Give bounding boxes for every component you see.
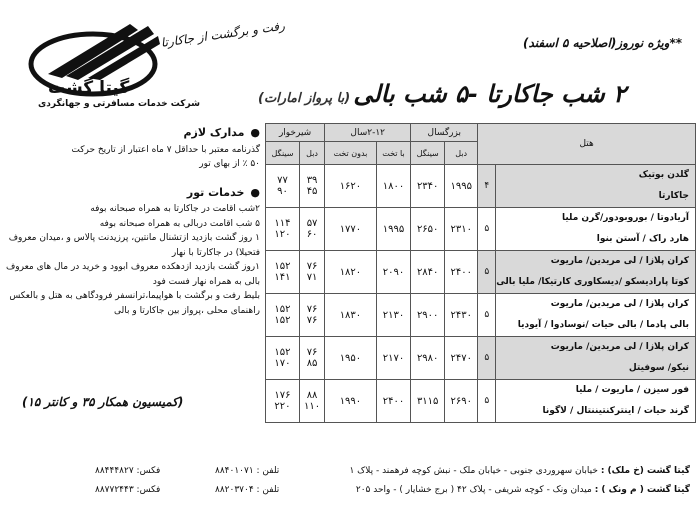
price-infant-double: ۸۸ ۱۱۰ xyxy=(299,380,324,423)
price-single: ۲۸۴۰ xyxy=(411,251,445,294)
branch1-address: خیابان سهروردی جنوبی - خیابان ملک - نبش کوچه فرهمند - پلاک ۱ xyxy=(349,466,598,476)
hotel-names: آریادوتا / بوروبودور/گرن ملیا هارد راک / آستن بنوا xyxy=(496,208,696,251)
price-single: ۲۹۰۰ xyxy=(411,294,445,337)
price-infant-single: ۱۱۴ ۱۲۰ xyxy=(266,208,300,251)
price-single: ۲۶۵۰ xyxy=(411,208,445,251)
services-line: ۵ شب اقامت دربالی به همراه صبحانه بوفه xyxy=(99,218,260,229)
price-infant-double: ۷۶ ۷۶ xyxy=(299,294,324,337)
services-section xyxy=(6,186,260,201)
table-row xyxy=(266,380,696,423)
services-line: راهنمای محلی ،پرواز بین جاکارتا و بالی xyxy=(114,305,260,316)
price-double: ۱۹۹۵ xyxy=(445,165,478,208)
price-single: ۲۹۸۰ xyxy=(411,337,445,380)
adult-header: بزرگسال xyxy=(411,124,478,142)
page-title: ۲ شب جاکارتا -۵ شب بالی xyxy=(353,80,626,108)
branch1-info xyxy=(349,466,690,476)
price-double: ۲۶۹۰ xyxy=(445,380,478,423)
price-infant-single: ۷۷ ۹۰ xyxy=(266,165,300,208)
price-infant-double: ۳۹ ۴۵ xyxy=(299,165,324,208)
branch2-address: میدان ونک - کوچه شریفی - پلاک ۴۲ ( برج خشایار ) - واحد ۲۰۵ xyxy=(355,485,592,495)
price-single: ۲۳۴۰ xyxy=(411,165,445,208)
price-child-bed: ۲۰۹۰ xyxy=(376,251,411,294)
star-rating: ۵ xyxy=(478,294,496,337)
hotel-names: کران پلازا / لی مریدین/ ماریوت کوتا پارادیسکو /دیسکاوری کارتیکا/ ملیا بالی xyxy=(496,251,696,294)
branch2-name: گیتا گشت ( م ونک ) : xyxy=(594,485,690,495)
brand-name: گیتا گشت xyxy=(48,78,130,98)
infant-single-header: سینگل xyxy=(266,142,300,165)
price-child-nobed: ۱۸۳۰ xyxy=(325,294,377,337)
services-line: ۱روز گشت بازدید ازدهکده معروف ابوود و خرید در مال های معروف xyxy=(5,262,260,272)
documents-title: مدارک لازم xyxy=(183,126,245,139)
documents-section xyxy=(6,126,260,141)
price-child-bed: ۲۱۷۰ xyxy=(376,337,411,380)
price-single: ۳۱۱۵ xyxy=(411,380,445,423)
price-child-bed: ۲۴۰۰ xyxy=(376,380,411,423)
table-row xyxy=(266,337,696,380)
price-infant-single: ۱۵۲ ۱۷۰ xyxy=(266,337,300,380)
hotel-names: کران پلازا / لی مریدین/ ماریوت نیکو/ سوفیتل xyxy=(496,337,696,380)
price-table xyxy=(265,123,696,423)
price-infant-double: ۵۷ ۶۰ xyxy=(299,208,324,251)
with-bed-header: با تخت xyxy=(376,142,411,165)
brand-subtitle: شرکت خدمات مسافرتی و جهانگردی xyxy=(38,99,200,109)
price-infant-single: ۱۷۶ ۲۲۰ xyxy=(266,380,300,423)
table-row xyxy=(266,251,696,294)
child-header: ۲-۱۲سال xyxy=(325,124,411,142)
documents-line: گذرنامه معتبر با حداقل ۷ ماه اعتبار از تاریخ حرکت xyxy=(71,144,260,155)
branch1-name: گیتا گشت (خ ملک) : xyxy=(600,466,690,476)
star-rating: ۵ xyxy=(478,337,496,380)
price-child-bed: ۱۹۹۵ xyxy=(376,208,411,251)
star-rating: ۴ xyxy=(478,165,496,208)
services-line: فتحیلا) در جاکارتا با نهار xyxy=(171,247,260,258)
price-child-nobed: ۱۷۷۰ xyxy=(325,208,377,251)
services-line: ۱ روز گشت بازدید ازتشنال مانتین، پرزیدنت پالاس و ،میدان معروف xyxy=(8,233,260,243)
price-infant-single: ۱۵۲ ۱۴۱ xyxy=(266,251,300,294)
services-line: بلیط رفت و برگشت با هواپیما،ترانسفر فرودگاهی به هتل و بالعکس xyxy=(9,291,260,301)
documents-line: ۵۰ ٪ از بهای تور xyxy=(199,159,260,169)
promo-title: **ویژه نوروز(اصلاحیه ۵ اسفند) xyxy=(522,36,682,50)
double-header: دبل xyxy=(445,142,478,165)
hotel-names: گلدن بوتیک جاکارتا xyxy=(496,165,696,208)
branch2-phone: تلفن : ۸۸۲۰۳۷۰۴ xyxy=(215,485,280,495)
hotel-names: کران پلازا / لی مریدین/ ماریوت بالی پادما / بالی حیات /نوسادوا / آیودیا xyxy=(496,294,696,337)
price-infant-double: ۷۶ ۷۱ xyxy=(299,251,324,294)
info-column xyxy=(6,126,260,318)
services-line: بالی به همراه نهار فست فود xyxy=(152,276,260,287)
price-child-nobed: ۱۸۲۰ xyxy=(325,251,377,294)
price-double: ۲۴۳۰ xyxy=(445,294,478,337)
price-child-nobed: ۱۹۹۰ xyxy=(325,380,377,423)
price-double: ۲۳۱۰ xyxy=(445,208,478,251)
tagline: رفت و برگشت از جاکارتا xyxy=(160,18,286,50)
branch1-fax: فکس: ۸۸۴۴۴۸۲۷ xyxy=(95,466,161,476)
price-double: ۲۴۰۰ xyxy=(445,251,478,294)
price-child-nobed: ۱۶۲۰ xyxy=(325,165,377,208)
table-row xyxy=(266,208,696,251)
infant-header: شیرخوار xyxy=(266,124,325,142)
table-row xyxy=(266,294,696,337)
commission-note: (کمیسیون همکار ۳۵ و کانتر ۱۵) xyxy=(22,395,184,409)
price-infant-single: ۱۵۲ ۱۵۲ xyxy=(266,294,300,337)
price-double: ۲۴۷۰ xyxy=(445,337,478,380)
bullet-icon: ● xyxy=(250,126,260,139)
price-child-bed: ۲۱۳۰ xyxy=(376,294,411,337)
hotel-names: فور سیزن / ماریوت / ملیا گرند حیات / اینترکنتیننتال / لاگونا xyxy=(496,380,696,423)
single-header: سینگل xyxy=(411,142,445,165)
price-infant-double: ۷۶ ۸۵ xyxy=(299,337,324,380)
infant-double-header: دبل xyxy=(299,142,324,165)
table-row xyxy=(266,165,696,208)
star-rating: ۵ xyxy=(478,208,496,251)
star-rating: ۵ xyxy=(478,251,496,294)
star-rating: ۵ xyxy=(478,380,496,423)
no-bed-header: بدون تخت xyxy=(325,142,377,165)
price-child-bed: ۱۸۰۰ xyxy=(376,165,411,208)
branch2-info xyxy=(356,485,690,495)
hotel-header: هتل xyxy=(478,124,696,165)
branch1-phone: تلفن : ۸۸۴۰۱۰۷۱ xyxy=(215,466,280,476)
services-title: خدمات تور xyxy=(186,185,245,199)
price-child-nobed: ۱۹۵۰ xyxy=(325,337,377,380)
page-subtitle: (با پرواز امارات) xyxy=(258,91,351,106)
branch2-fax: فکس: ۸۸۷۷۲۴۴۳ xyxy=(95,485,161,495)
bullet-icon: ● xyxy=(250,185,260,199)
services-line: ۲شب اقامت در جاکارتا به همراه صبحانه بوفه xyxy=(90,204,260,214)
